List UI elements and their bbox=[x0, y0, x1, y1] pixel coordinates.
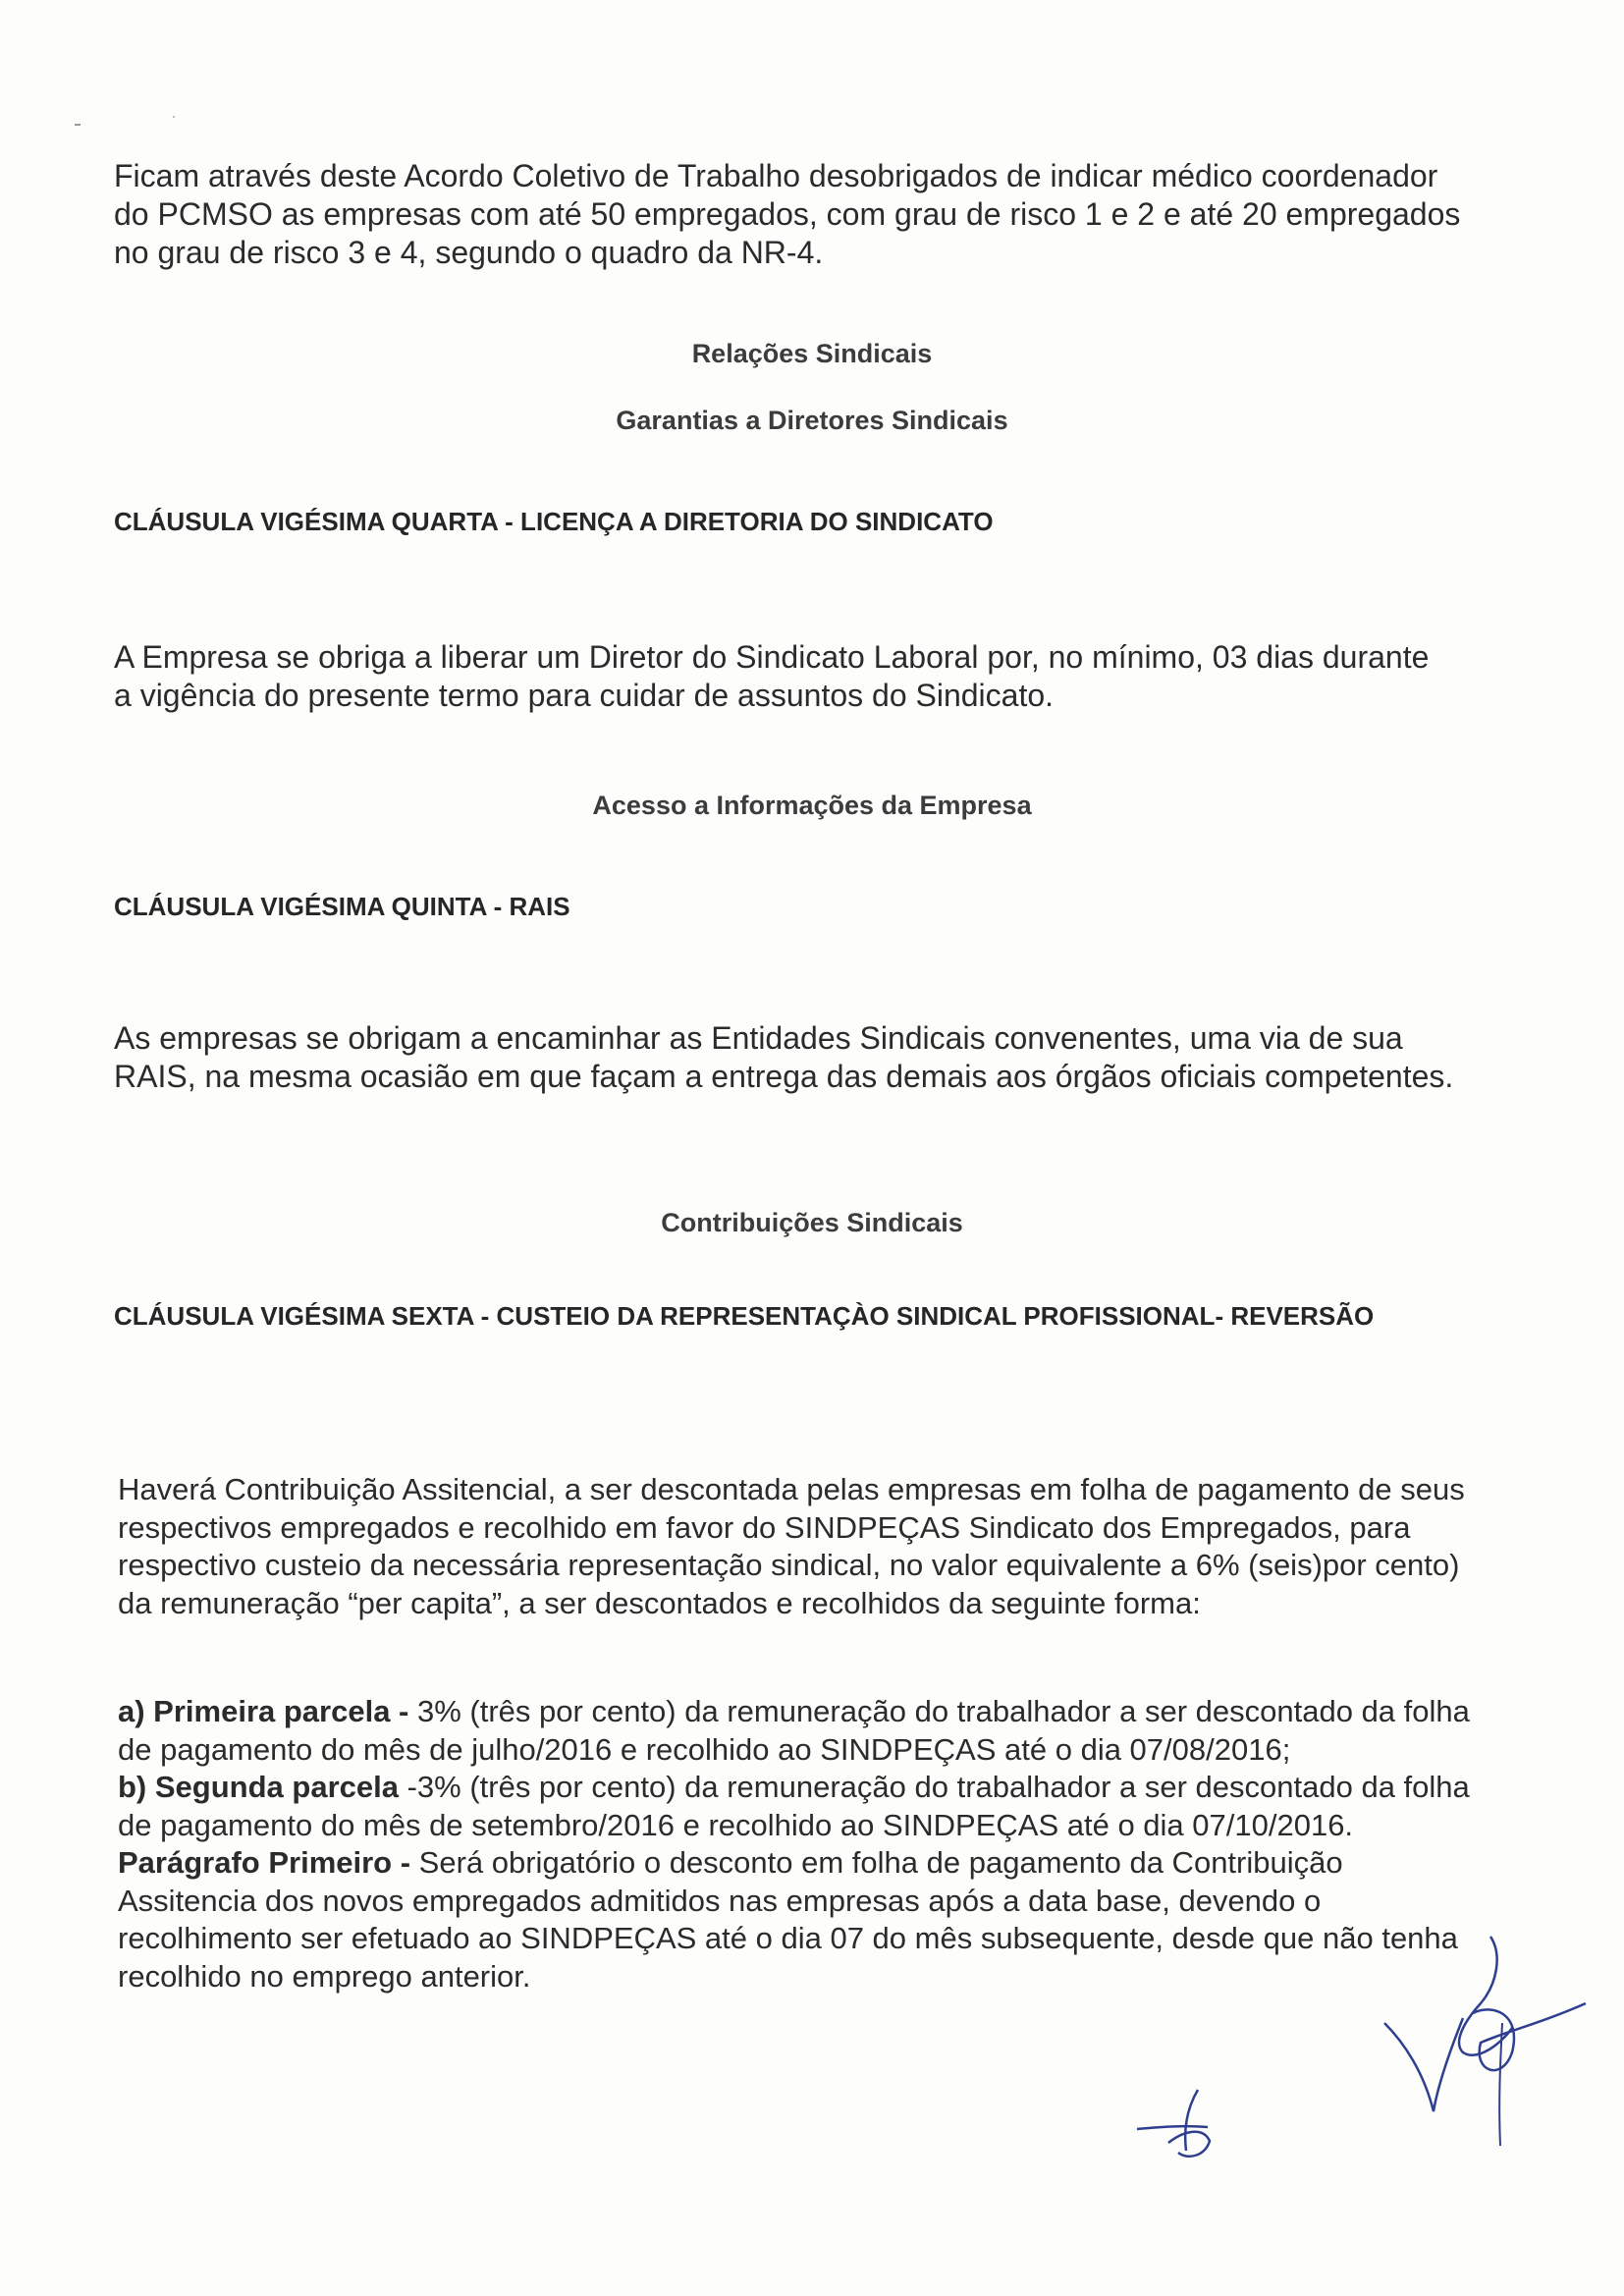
clause-24-title: CLÁUSULA VIGÉSIMA QUARTA - LICENÇA A DIRETORIA DO SINDICATO bbox=[114, 507, 994, 536]
item-b bbox=[118, 1769, 1483, 1844]
section-heading-contribuicoes: Contribuições Sindicais bbox=[661, 1208, 963, 1237]
clause-24-text: A Empresa se obriga a liberar um Diretor do Sindicato Laboral por, no mínimo, 03 dias durante a vigência do presente termo para cuidar de assuntos do Sindicato. bbox=[114, 639, 1430, 713]
section-heading-relacoes: Relações Sindicais bbox=[691, 339, 933, 368]
paragraph-primeiro-label: Parágrafo Primeiro - bbox=[118, 1845, 411, 1880]
item-a-label: a) Primeira parcela - bbox=[118, 1694, 409, 1728]
clause-26-intro: Haverá Contribuição Assitencial, a ser descontada pelas empresas em folha de pagamento de seus respectivos empregados e recolhido em favor do SINDPEÇAS Sindicato dos Empregados, para respectivo custeio da necessária representação sindical, no valor equivalente a 6% (seis)por cento) da remuneração “per capita”, a ser descontados e recolhidos da seguinte forma: bbox=[118, 1472, 1465, 1620]
clause-25-text: As empresas se obrigam a encaminhar as Entidades Sindicais convenentes, uma via de sua RAIS, na mesma ocasião em que façam a entrega das demais aos órgãos oficiais competentes. bbox=[114, 1020, 1454, 1094]
clause-26-items bbox=[118, 1693, 1483, 1995]
section-heading-acesso: Acesso a Informações da Empresa bbox=[592, 791, 1032, 820]
scan-speck bbox=[173, 116, 175, 118]
signature-right bbox=[1365, 1925, 1600, 2160]
paragraph-primeiro bbox=[118, 1844, 1483, 1995]
scan-speck bbox=[75, 124, 81, 126]
paragraph-primeiro-text: Será obrigatório o desconto em folha de pagamento da Contribuição Assitencia dos novos empregados admitidos nas empresas após a data base, devendo o recolhimento ser efetuado ao SINDPEÇAS até o dia 07 do mês subsequente, desde que não tenha recolhido no emprego anterior. bbox=[118, 1845, 1458, 1994]
signature-initials bbox=[1129, 2082, 1237, 2170]
clause-25-title: CLÁUSULA VIGÉSIMA QUINTA - RAIS bbox=[114, 892, 570, 921]
item-b-text: -3% (três por cento) da remuneração do trabalhador a ser descontado da folha de pagamento do mês de setembro/2016 e recolhido ao SINDPEÇAS até o dia 07/10/2016. bbox=[118, 1770, 1470, 1842]
item-a bbox=[118, 1693, 1483, 1769]
clause-26-title: CLÁUSULA VIGÉSIMA SEXTA - CUSTEIO DA REPRESENTAÇÀO SINDICAL PROFISSIONAL- REVERSÃO bbox=[114, 1301, 1375, 1331]
intro-paragraph: Ficam através deste Acordo Coletivo de Trabalho desobrigados de indicar médico coordenador do PCMSO as empresas com até 50 empregados, com grau de risco 1 e 2 e até 20 empregados no grau de risco 3 e 4, segundo o quadro da NR-4. bbox=[114, 158, 1461, 270]
item-a-text: 3% (três por cento) da remuneração do trabalhador a ser descontado da folha de pagamento do mês de julho/2016 e recolhido ao SINDPEÇAS até o dia 07/08/2016; bbox=[118, 1694, 1470, 1767]
section-heading-garantias: Garantias a Diretores Sindicais bbox=[616, 406, 1008, 435]
item-b-label: b) Segunda parcela bbox=[118, 1770, 399, 1804]
